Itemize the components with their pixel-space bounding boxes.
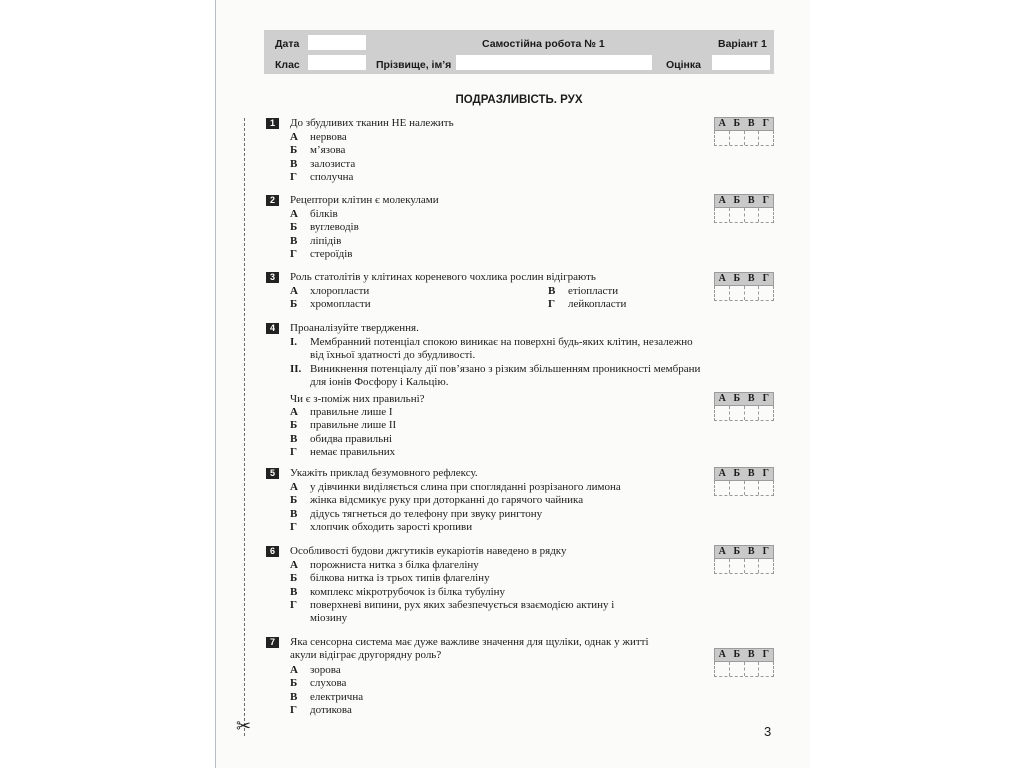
answer-cell[interactable]	[729, 559, 744, 573]
options-list	[290, 285, 690, 312]
name-label: Прізвище, ім’я	[376, 59, 452, 71]
answer-grid-3: А Б В Г	[714, 272, 774, 301]
answer-cell[interactable]	[729, 131, 744, 145]
grade-field[interactable]	[712, 55, 770, 70]
answer-cell[interactable]	[744, 286, 759, 300]
sub-question: Чи є з-поміж них правильні?	[290, 393, 425, 405]
date-field[interactable]	[308, 35, 366, 50]
answer-cell[interactable]	[758, 559, 773, 573]
answer-grid-6: А Б В Г	[714, 545, 774, 574]
answer-cell[interactable]	[758, 208, 773, 222]
question-text: Проаналізуйте твердження.	[290, 322, 419, 334]
answer-cell[interactable]	[729, 406, 744, 420]
question-number: 1	[266, 118, 279, 129]
scissors-icon: ✂	[236, 716, 252, 737]
grade-label: Оцінка	[666, 59, 701, 71]
answer-cell[interactable]	[758, 406, 773, 420]
question-number: 7	[266, 637, 279, 648]
answer-grid-5: А Б В Г	[714, 467, 774, 496]
answer-cell[interactable]	[758, 662, 773, 676]
question-text: Яка сенсорна система має дуже важливе значення для щуліки, однак у житті	[290, 636, 649, 648]
answer-cell[interactable]	[744, 481, 759, 495]
question-text: До збудливих тканин НЕ належить	[290, 117, 454, 129]
answer-cell[interactable]	[715, 286, 729, 300]
answer-cell[interactable]	[715, 131, 729, 145]
answer-cell[interactable]	[758, 131, 773, 145]
question-number: 4	[266, 323, 279, 334]
worksheet-header	[264, 30, 774, 74]
date-label: Дата	[275, 38, 300, 50]
question-text: Особливості будови джгутиків еукаріотів наведено в рядку	[290, 545, 567, 557]
question-text: Рецептори клітин є молекулами	[290, 194, 439, 206]
answer-cell[interactable]	[744, 559, 759, 573]
option[interactable]: Б хромопласти Г лейкопласти	[290, 298, 627, 311]
answer-cell[interactable]	[758, 481, 773, 495]
answer-cell[interactable]	[744, 208, 759, 222]
question-text: Укажіть приклад безумовного рефлексу.	[290, 467, 478, 479]
answer-grid-7: А Б В Г	[714, 648, 774, 677]
question-number: 5	[266, 468, 279, 479]
question-text-cont: акули відіграє другорядну роль?	[290, 649, 442, 661]
answer-cell[interactable]	[744, 131, 759, 145]
answer-cell[interactable]	[715, 662, 729, 676]
work-title: Самостійна робота № 1	[482, 38, 605, 50]
question-number: 2	[266, 195, 279, 206]
answer-cell[interactable]	[729, 208, 744, 222]
cut-line	[244, 118, 245, 736]
answer-cell[interactable]	[744, 406, 759, 420]
answer-grid-4: А Б В Г	[714, 392, 774, 421]
section-title: ПОДРАЗЛИВІСТЬ. РУХ	[455, 94, 583, 106]
page-number: 3	[764, 724, 772, 739]
answer-cell[interactable]	[729, 481, 744, 495]
answer-cell[interactable]	[729, 662, 744, 676]
answer-cell[interactable]	[715, 481, 729, 495]
answer-cell[interactable]	[715, 406, 729, 420]
answer-cell[interactable]	[715, 208, 729, 222]
answer-cell[interactable]	[715, 559, 729, 573]
class-label: Клас	[275, 59, 300, 71]
question-number: 6	[266, 546, 279, 557]
question-number: 3	[266, 272, 279, 283]
variant-label: Варіант 1	[718, 38, 767, 50]
answer-grid-2: А Б В Г	[714, 194, 774, 223]
question-text: Роль статолітів у клітинах кореневого чохлика рослин відіграють	[290, 271, 596, 283]
answer-cell[interactable]	[758, 286, 773, 300]
answer-cell[interactable]	[729, 286, 744, 300]
answer-grid-1: А Б В Г	[714, 117, 774, 146]
class-field[interactable]	[308, 55, 366, 70]
option[interactable]: А хлоропласти В етіопласти	[290, 285, 619, 297]
statements: І. Мембранний потенціал спокою виникає на поверхні будь-яких клітин, незалежно від їхньої здатності до збудливості. ІІ. Виникнення потенціалу дії пов’язано з різким збільшенням проникності мембрани для іонів Фосфору і Кальцію.	[290, 336, 701, 388]
name-field[interactable]	[456, 55, 652, 70]
answer-cell[interactable]	[744, 662, 759, 676]
